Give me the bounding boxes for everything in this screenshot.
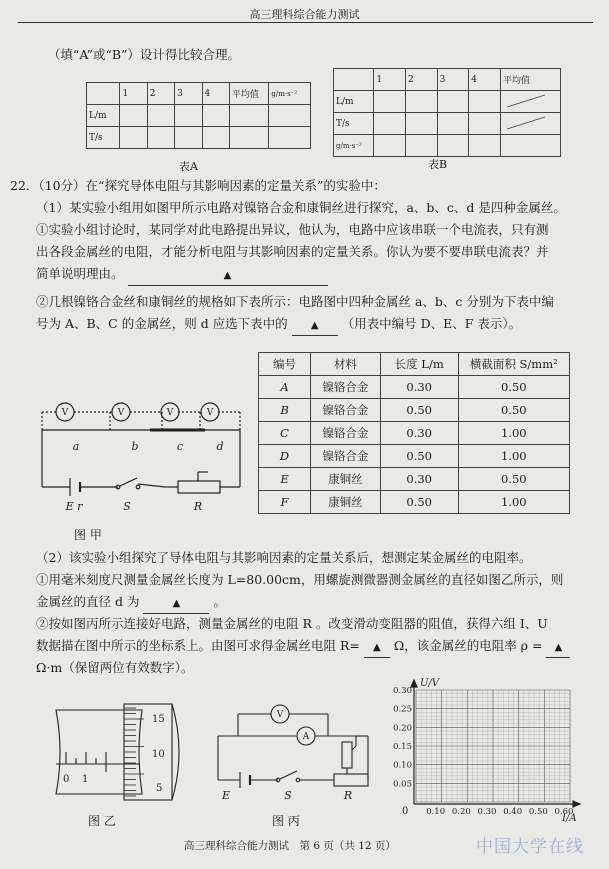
cell: F: [259, 491, 311, 514]
table-row: [87, 105, 311, 127]
cell: 1.00: [458, 491, 569, 514]
cell: A: [259, 376, 311, 399]
cell: 1.00: [458, 445, 569, 468]
cell: 横截面积 S/mm²: [458, 353, 569, 376]
thimble-tick-10: 10: [152, 749, 165, 760]
circuit-diagram-bing: [208, 702, 380, 802]
table-b-header: [334, 69, 561, 91]
wire-label-b: b: [131, 440, 139, 453]
cell: 0.30: [380, 468, 458, 491]
voltmeter-label: V: [166, 408, 174, 418]
cell: 0.30: [380, 422, 458, 445]
thimble-tick-15: 15: [152, 714, 165, 725]
cell: 4: [202, 83, 229, 105]
micrometer-diagram-yi: [52, 702, 192, 802]
voltmeter-label: V: [61, 408, 69, 418]
cell: 3: [437, 69, 469, 91]
thimble-tick-5: 5: [156, 783, 163, 794]
table-row: [334, 113, 561, 135]
q22-p2-line1: ①实验小组讨论时，某同学对此电路提出异议，他认为，电路中应该串联一个电流表，只有测: [36, 222, 549, 237]
cell: L/m: [87, 105, 120, 127]
table-row: [259, 445, 570, 468]
table-row: [334, 135, 561, 157]
x-tick-label: 0.60: [554, 807, 574, 817]
cell: 2: [147, 83, 174, 105]
switch-label: S: [284, 789, 292, 802]
cell: 材料: [311, 353, 381, 376]
cell: T/s: [87, 127, 120, 149]
q22-p3-line2: 号为 A、B、C 的金属丝，则 d 应选下表中的 ▲ （用表中编号 D、E、F 表示）。: [36, 314, 521, 336]
answer-blank-4: ▲: [364, 636, 390, 658]
cell: 1.00: [458, 422, 569, 445]
cell: 长度 L/m: [380, 353, 458, 376]
cell: E: [259, 468, 311, 491]
cell: 平均值: [500, 69, 560, 91]
table-row: [259, 491, 570, 514]
cell: 4: [469, 69, 501, 91]
cell: 1: [374, 69, 406, 91]
ui-graph: [386, 676, 586, 826]
graph-grid: [416, 690, 570, 802]
watermark: 中国大学在线: [476, 837, 584, 857]
cell: D: [259, 445, 311, 468]
switch-label: S: [123, 500, 131, 513]
wire-spec-table: [258, 352, 570, 514]
cell: 3: [175, 83, 202, 105]
y-tick-label: 0.20: [393, 723, 412, 734]
table-row: [259, 376, 570, 399]
q22-p2-line3: 简单说明理由。 ▲: [36, 264, 328, 286]
table-a: [86, 82, 311, 149]
cell: C: [259, 422, 311, 445]
cell: 平均值: [229, 83, 269, 105]
cell: 0.50: [380, 491, 458, 514]
table-row: [87, 127, 311, 149]
cell: [334, 69, 374, 91]
ammeter-label: A: [302, 732, 310, 742]
wire-table-header: [259, 353, 570, 376]
q22-p3-line1: ②几根镍铬合金丝和康铜丝的规格如下表所示：电路图中四种金属丝 a、b、c 分别为下表中编: [36, 294, 554, 309]
cell: 0.50: [380, 445, 458, 468]
wire-label-c: c: [176, 440, 184, 453]
answer-blank-1: ▲: [128, 264, 328, 286]
x-tick-label: 0.40: [503, 807, 523, 817]
cell: 0.50: [458, 468, 569, 491]
cell: 康铜丝: [311, 491, 381, 514]
x-tick-label: 0.10: [426, 807, 446, 817]
table-row: [259, 468, 570, 491]
y-tick-label: 0.25: [393, 704, 412, 715]
answer-blank-5: ▲: [546, 636, 570, 658]
answer-blank-3: ▲: [143, 592, 209, 614]
fig-bing-caption: 图 丙: [272, 814, 300, 828]
q22-part1: （1）某实验小组用如图甲所示电路对镍铬合金和康铜丝进行探究，a、b、c、d 是四种金属丝。: [36, 200, 566, 215]
cell: 0.30: [380, 376, 458, 399]
cell: B: [259, 399, 311, 422]
cell: 2: [406, 69, 438, 91]
table-row: [334, 91, 561, 113]
cell: L/m: [334, 91, 374, 113]
cell: 镍铬合金: [311, 399, 381, 422]
table-a-header: [87, 83, 311, 105]
cell: 0.50: [458, 399, 569, 422]
cell: 编号: [259, 353, 311, 376]
q22-p6-line2: 数据描在图中所示的坐标系上。由图可求得金属丝电阻 R= ▲ Ω，该金属丝的电阻率 ρ = ▲: [36, 636, 570, 658]
q22-p5-line1: ①用毫米刻度尺测量金属丝长度为 L=80.00cm，用螺旋测微器测金属丝的直径如图乙所示，则: [36, 572, 564, 587]
sleeve-tick-1: 1: [82, 774, 89, 785]
wire-label-d: d: [216, 440, 224, 453]
voltmeter-label: V: [117, 408, 125, 418]
q22-stem: 22．（10分）在“探究导体电阻与其影响因素的定量关系”的实验中：: [10, 178, 386, 193]
wire-label-a: a: [72, 440, 80, 453]
fig-yi-caption: 图 乙: [88, 814, 116, 828]
header-rule: [18, 22, 593, 23]
table-row: [259, 422, 570, 445]
cell: 0.50: [458, 376, 569, 399]
y-tick-label: 0.15: [393, 742, 412, 752]
cell: g/m·s⁻²: [334, 135, 374, 157]
fig-jia-caption: 图 甲: [74, 528, 102, 542]
y-axis-label: U/V: [420, 678, 440, 689]
answer-blank-2: ▲: [292, 314, 338, 336]
battery-label: E r: [65, 500, 83, 513]
cell: 镍铬合金: [311, 445, 381, 468]
cell: 康铜丝: [311, 468, 381, 491]
rheostat-label: R: [193, 500, 203, 513]
page-header: 高三理科综合能力测试: [249, 8, 360, 21]
circuit-diagram-jia: [30, 392, 250, 522]
x-axis-label: I/A: [562, 813, 577, 824]
rheostat-label: R: [343, 789, 353, 802]
origin-label: 0: [402, 806, 409, 817]
table-row: [259, 399, 570, 422]
voltmeter-label: V: [276, 710, 284, 720]
cell: g/m·s⁻²: [269, 83, 311, 105]
x-tick-label: 0.50: [528, 807, 548, 817]
sleeve-tick-0: 0: [63, 774, 70, 785]
table-b: [333, 68, 561, 157]
voltmeter-label: V: [206, 408, 214, 418]
x-tick-label: 0.30: [477, 807, 497, 817]
intro-line: （填“A”或“B”）设计得比较合理。: [48, 47, 240, 62]
cell: T/s: [334, 113, 374, 135]
cell: [87, 83, 120, 105]
page-footer: 高三理科综合能力测试 第 6 页（共 12 页）: [184, 840, 396, 852]
table-a-caption: 表A: [179, 160, 198, 173]
y-tick-label: 0.30: [393, 686, 412, 696]
battery-label: E: [221, 789, 231, 802]
q22-p6-line3: Ω·m（保留两位有效数字）。: [36, 660, 194, 675]
x-tick-label: 0.20: [451, 807, 471, 817]
q22-p6-line1: ②按如图丙所示连接好电路，测量金属丝的电阻 R 。改变滑动变阻器的阻值，获得六组 I、U: [36, 616, 548, 631]
q22-p2-line2: 出各段金属丝的电阻，才能分析电阻与其影响因素的定量关系。你认为要不要串联电流表？并: [36, 244, 549, 259]
cell: 镍铬合金: [311, 376, 381, 399]
cell: 0.50: [380, 399, 458, 422]
q22-p5-line2: 金属丝的直径 d 为 ▲ 。: [36, 592, 226, 614]
table-b-caption: 表B: [428, 158, 448, 171]
y-tick-label: 0.10: [393, 760, 412, 771]
y-tick-label: 0.05: [393, 779, 412, 790]
cell: 镍铬合金: [311, 422, 381, 445]
q22-part2: （2）该实验小组探究了导体电阻与其影响因素的定量关系后，想测定某金属丝的电阻率。: [36, 550, 532, 565]
cell: 1: [120, 83, 147, 105]
